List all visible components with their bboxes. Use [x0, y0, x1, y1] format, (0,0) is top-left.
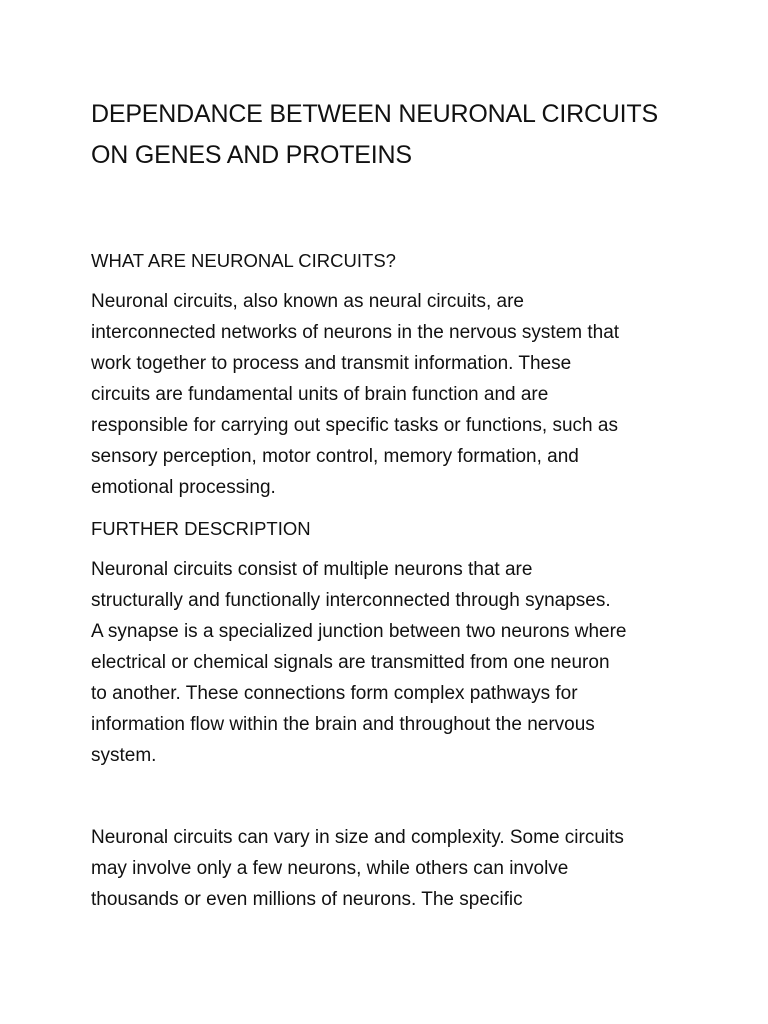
- paragraph-size-complexity: [91, 822, 691, 915]
- paragraph-line: sensory perception, motor control, memory formation, and: [91, 446, 579, 467]
- title-line: ON GENES AND PROTEINS: [91, 141, 412, 169]
- paragraph-line: electrical or chemical signals are transmitted from one neuron: [91, 652, 610, 673]
- paragraph-line: responsible for carrying out specific tasks or functions, such as: [91, 415, 618, 436]
- spacer: [91, 176, 691, 245]
- paragraph-line: work together to process and transmit information. These: [91, 353, 572, 374]
- paragraph-line: thousands or even millions of neurons. The specific: [91, 889, 523, 910]
- paragraph-line: emotional processing.: [91, 477, 276, 498]
- paragraph-line: Neuronal circuits can vary in size and complexity. Some circuits: [91, 827, 624, 848]
- spacer: [91, 544, 691, 554]
- paragraph-definition: [91, 286, 691, 503]
- title-line: DEPENDANCE BETWEEN NEURONAL CIRCUITS: [91, 100, 658, 128]
- paragraph-line: information flow within the brain and throughout the nervous: [91, 714, 595, 735]
- spacer: [91, 276, 691, 286]
- paragraph-synapses: [91, 554, 691, 771]
- paragraph-line: structurally and functionally interconnected through synapses.: [91, 590, 611, 611]
- paragraph-line: may involve only a few neurons, while others can involve: [91, 858, 569, 879]
- section-heading-what-are-neuronal-circuits: WHAT ARE NEURONAL CIRCUITS?: [91, 250, 396, 271]
- document-body: [91, 94, 691, 915]
- paragraph-line: interconnected networks of neurons in the nervous system that: [91, 322, 620, 343]
- paragraph-line: A synapse is a specialized junction between two neurons where: [91, 621, 627, 642]
- spacer: [91, 503, 691, 513]
- paragraph-line: to another. These connections form complex pathways for: [91, 683, 578, 704]
- section-heading-further-description: FURTHER DESCRIPTION: [91, 518, 311, 539]
- spacer: [91, 771, 691, 822]
- document-title: [91, 94, 691, 176]
- paragraph-line: Neuronal circuits, also known as neural circuits, are: [91, 291, 524, 312]
- paragraph-line: system.: [91, 745, 157, 766]
- paragraph-line: circuits are fundamental units of brain function and are: [91, 384, 549, 405]
- paragraph-line: Neuronal circuits consist of multiple neurons that are: [91, 559, 533, 580]
